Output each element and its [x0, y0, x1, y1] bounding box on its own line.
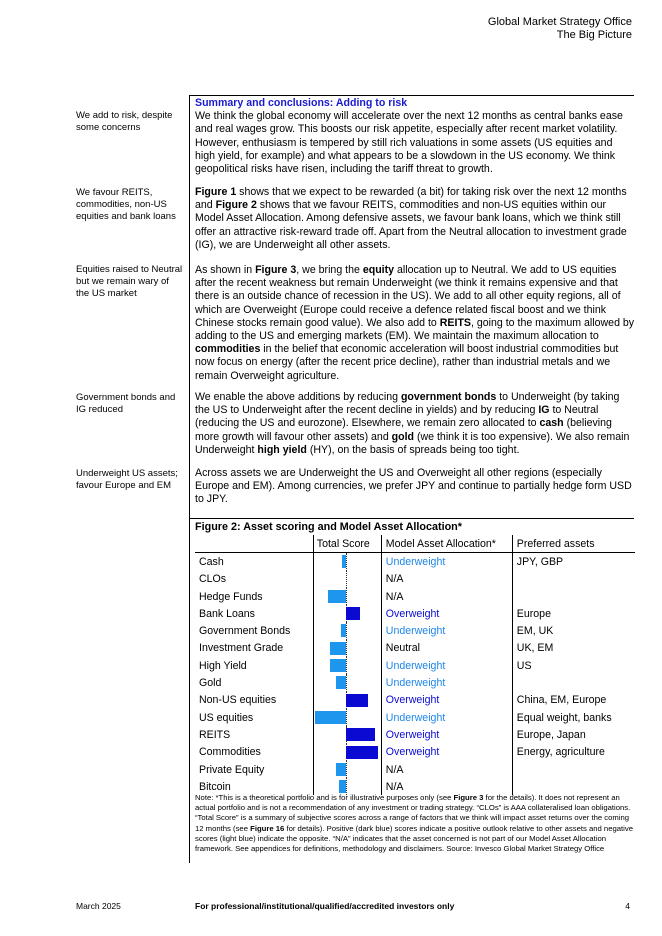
score-bar-negative	[315, 711, 346, 724]
page-header	[488, 16, 632, 42]
table-row	[195, 657, 635, 674]
score-bar-negative	[330, 642, 346, 655]
figure-note: Note: *This is a theoretical portfolio and is for illustrative purposes only (see Figure 3 for the details). It does not represent an actual portfolio and is not a recommendation of any investment or trading strategy. “CLOs” is AAA collateralised loan obligations. “Total Score” is a summary of subjective scores across a range of factors that we think will impact asset returns over the coming 12 months (see Figure 16 for details). Positive (dark blue) scores indicate a positive outlook relative to other assets and negative scores (light blue) indicate the opposite. “N/A” indicates that the asset concerned is not part of our Model Asset Allocation framework. See appendices for definitions, methodology and disclaimers. Source: Invesco Global Market Strategy Office	[195, 793, 633, 854]
preferred-assets-cell	[512, 761, 635, 778]
preferred-assets-cell: Europe	[516, 607, 551, 620]
preferred-assets-cell	[512, 674, 635, 691]
asset-name: Cash	[199, 555, 224, 568]
zero-axis	[346, 622, 347, 639]
figure-top-rule	[189, 518, 634, 519]
summary-paragraph-2: Figure 1 shows that we expect to be rewarded (a bit) for taking risk over the next 12 months and Figure 2 shows that we favour REITS, commodities and non-US equities within our Model Asset Allocation. Among defensive assets, we favour bank loans, which we think still offer an attractive risk-reward trade off. Apart from the Neutral allocation to investment grade (IG), we are Underweight all other assets.	[195, 186, 627, 251]
header-office: Global Market Strategy Office	[487, 16, 632, 28]
score-bar-positive	[346, 607, 360, 620]
score-cell	[313, 640, 381, 657]
score-cell	[313, 553, 381, 571]
footer-disclaimer: For professional/institutional/qualified/accredited investors only	[195, 901, 455, 911]
allocation-cell: Neutral	[381, 640, 512, 657]
table-row	[195, 726, 635, 743]
asset-name: Investment Grade	[199, 642, 284, 655]
allocation-cell: Overweight	[381, 605, 512, 622]
preferred-assets-cell: EM, UK	[516, 625, 554, 638]
sidebar-note-2: We favour REITS, commodities, non-US equities and bank loans	[76, 187, 176, 222]
score-bar-positive	[346, 728, 375, 741]
score-bar-positive	[346, 746, 378, 759]
page-number: 4	[625, 901, 630, 911]
asset-allocation-table	[195, 535, 635, 795]
score-cell	[313, 726, 381, 743]
asset-name: Non-US equities	[199, 694, 277, 707]
asset-name: Government Bonds	[199, 625, 291, 638]
asset-name: Bank Loans	[199, 607, 255, 620]
asset-name: Bitcoin	[199, 780, 231, 793]
col-header-asset	[195, 535, 313, 553]
preferred-assets-cell	[512, 588, 635, 605]
allocation-cell: Overweight	[381, 726, 512, 743]
score-bar-negative	[330, 659, 346, 672]
allocation-cell: Underweight	[381, 709, 512, 726]
sidebar-note-1: We add to risk, despite some concerns	[76, 110, 173, 133]
allocation-cell: N/A	[381, 588, 512, 605]
table-row	[195, 605, 635, 622]
table-row	[195, 588, 635, 605]
table-row	[195, 744, 635, 761]
zero-axis	[346, 553, 347, 570]
preferred-assets-cell: Equal weight, banks	[516, 711, 612, 724]
asset-name: Private Equity	[199, 763, 265, 776]
allocation-cell: Underweight	[381, 674, 512, 691]
asset-name: High Yield	[199, 659, 247, 672]
zero-axis	[346, 588, 347, 605]
zero-axis	[346, 709, 347, 726]
table-row	[195, 622, 635, 639]
allocation-cell: N/A	[381, 571, 512, 588]
score-bar-negative	[328, 590, 346, 603]
col-header-score: Total Score	[313, 535, 381, 553]
margin-rule	[189, 96, 190, 863]
preferred-assets-cell: Europe, Japan	[516, 728, 586, 741]
table-row	[195, 553, 635, 571]
score-bar-positive	[346, 694, 368, 707]
score-bar-negative	[336, 676, 346, 689]
allocation-cell: Overweight	[381, 744, 512, 761]
score-cell	[313, 744, 381, 761]
score-cell	[313, 709, 381, 726]
allocation-cell: Underweight	[381, 553, 512, 571]
table-row	[195, 571, 635, 588]
table-header-row	[195, 535, 635, 553]
score-bar-negative	[336, 763, 346, 776]
col-header-preferred: Preferred assets	[512, 535, 635, 553]
table-row	[195, 674, 635, 691]
preferred-assets-cell	[512, 571, 635, 588]
asset-name: Hedge Funds	[199, 590, 263, 603]
zero-axis	[346, 674, 347, 691]
preferred-assets-cell: China, EM, Europe	[516, 694, 607, 707]
allocation-cell: N/A	[381, 778, 512, 795]
allocation-cell: Overweight	[381, 692, 512, 709]
score-cell	[313, 588, 381, 605]
asset-name: US equities	[199, 711, 254, 724]
asset-name: REITS	[199, 728, 231, 741]
score-bar-negative	[339, 780, 345, 793]
footer-date: March 2025	[76, 901, 121, 911]
asset-name: Gold	[199, 677, 222, 690]
zero-axis	[346, 571, 347, 588]
sidebar-note-4: Government bonds and IG reduced	[76, 392, 176, 415]
preferred-assets-cell: US	[516, 659, 532, 672]
zero-axis	[346, 761, 347, 778]
col-header-allocation: Model Asset Allocation*	[381, 535, 512, 553]
sidebar-note-3: Equities raised to Neutral but we remain wary of the US market	[76, 264, 183, 299]
score-cell	[313, 692, 381, 709]
allocation-cell: N/A	[381, 761, 512, 778]
zero-axis	[346, 657, 347, 674]
header-publication: The Big Picture	[556, 29, 632, 41]
preferred-assets-cell: JPY, GBP	[516, 555, 564, 568]
allocation-cell: Underweight	[381, 622, 512, 639]
summary-paragraph-4: We enable the above additions by reducing government bonds to Underweight (by taking the US to Underweight after the recent decline in yields) and by reducing IG to Neutral (reducing the US and eurozone). Elsewhere, we remain zero allocated to cash (believing more growth will favour other assets) and gold (we think it is too expensive). We also remain Underweight high yield (HY), on the basis of spreads being too tight.	[195, 391, 630, 456]
figure-title: Figure 2: Asset scoring and Model Asset Allocation*	[195, 521, 462, 533]
sidebar-note-5: Underweight US assets; favour Europe and EM	[76, 468, 178, 491]
allocation-cell: Underweight	[381, 657, 512, 674]
score-cell	[313, 674, 381, 691]
table-row	[195, 761, 635, 778]
score-cell	[313, 622, 381, 639]
score-cell	[313, 761, 381, 778]
table-row	[195, 640, 635, 657]
preferred-assets-cell: Energy, agriculture	[516, 746, 605, 759]
table-row	[195, 709, 635, 726]
table-row	[195, 692, 635, 709]
summary-section	[195, 97, 635, 176]
summary-paragraph-5: Across assets we are Underweight the US and Overweight all other regions (especially Europe and EM). Among currencies, we prefer JPY and continue to partially hedge form USD to JPY.	[195, 467, 632, 506]
summary-title: Summary and conclusions: Adding to risk	[195, 97, 408, 109]
score-cell	[313, 605, 381, 622]
score-cell	[313, 571, 381, 588]
summary-paragraph-3: As shown in Figure 3, we bring the equity allocation up to Neutral. We add to US equities after the recent weakness but remain Underweight (we think it remains expensive and that there is an outside chance of recession in the US). We add to all other equity regions, all of which are Overweight (Europe could receive a defence related fiscal boost and we think Chinese stocks remain good value). We also add to REITS, going to the maximum allowed by adding to the US and emerging markets (EM). We maintain the maximum allocation to commodities in the belief that economic acceleration will boost industrial commodities but now focus on energy (after the recent price decline), rather than industrial metals and we remain Overweight agriculture.	[195, 264, 635, 382]
score-bar-negative	[342, 555, 346, 568]
asset-name: CLOs	[199, 573, 227, 586]
score-bar-negative	[341, 624, 346, 637]
zero-axis	[346, 640, 347, 657]
top-rule	[189, 95, 634, 96]
preferred-assets-cell: UK, EM	[516, 642, 554, 655]
asset-name: Commodities	[199, 746, 261, 759]
score-cell	[313, 657, 381, 674]
summary-paragraph-1: We think the global economy will accelerate over the next 12 months as central banks ease and real wages grow. This boosts our risk appetite, especially after recent market volatility. However, enthusiasm is tempered by still rich valuations in some assets (US equities and high yield, for example) and what appears to be a slowdown in the US economy. We think geopolitical risks have risen, including the tariff threat to growth.	[195, 110, 623, 176]
